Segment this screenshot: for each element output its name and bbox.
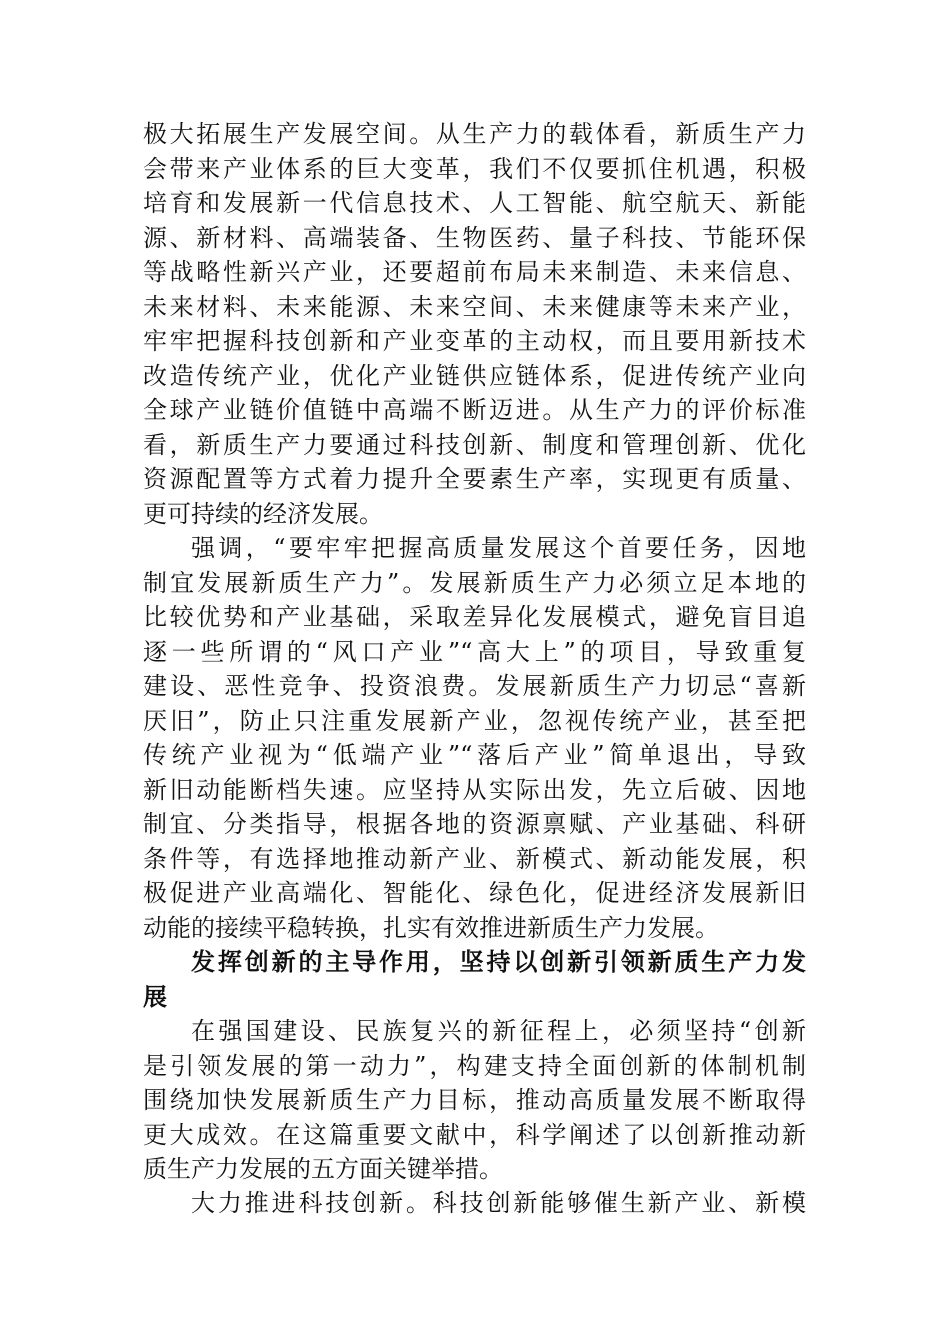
text-line: 牢牢把握科技创新和产业变革的主动权，而且要用新技术 [143,327,806,355]
text-line: 制宜发展新质生产力”。发展新质生产力必须立足本地的 [143,568,806,597]
text-line: 新旧动能断档失速。应坚持从实际出发，先立后破、因地 [143,775,806,804]
text-line: 看，新质生产力要通过科技创新、制度和管理创新、优化 [143,430,806,459]
text-line: 等战略性新兴产业，还要超前布局未来制造、未来信息、 [143,258,806,286]
text-line: 质生产力发展的五方面关键举措。 [143,1155,503,1183]
text-line: 厌旧”，防止只注重发展新产业，忽视传统产业，甚至把 [143,706,806,735]
heading-line: 展 [143,982,167,1011]
paragraph-innovation [143,1014,806,1187]
text-line: 更大成效。在这篇重要文献中，科学阐述了以创新推动新 [143,1120,806,1149]
text-line: 极大拓展生产发展空间。从生产力的载体看，新质生产力 [143,120,806,148]
text-line: 会带来产业体系的巨大变革，我们不仅要抓住机遇，积极 [143,154,806,183]
text-line: 强调，“要牢牢把握高质量发展这个首要任务，因地 [191,534,806,562]
text-line: 全球产业链价值链中高端不断迈进。从生产力的评价标准 [143,396,806,424]
text-line: 更可持续的经济发展。 [143,499,383,528]
text-line: 资源配置等方式着力提升全要素生产率，实现更有质量、 [143,465,806,493]
text-line: 改造传统产业，优化产业链供应链体系，促进传统产业向 [143,361,806,390]
text-line: 大力推进科技创新。科技创新能够催生新产业、新模 [191,1189,806,1217]
text-line: 培育和发展新一代信息技术、人工智能、航空航天、新能 [143,189,806,217]
text-line: 围绕加快发展新质生产力目标，推动高质量发展不断取得 [143,1086,806,1114]
text-line: 未来材料、未来能源、未来空间、未来健康等未来产业， [143,292,806,321]
paragraph-productivity-carrier [143,117,806,531]
text-line: 逐一些所谓的“风口产业”“高大上”的项目，导致重复 [143,637,806,666]
text-line: 条件等，有选择地推动新产业、新模式、新动能发展，积 [143,844,806,873]
text-line: 极促进产业高端化、智能化、绿色化，促进经济发展新旧 [143,879,806,907]
paragraph-local-conditions [143,531,806,945]
section-heading [143,945,806,1014]
text-line: 传统产业视为“低端产业”“落后产业”简单退出，导致 [143,741,806,769]
heading-line: 发挥创新的主导作用，坚持以创新引领新质生产力发 [191,948,806,976]
text-line: 建设、恶性竞争、投资浪费。发展新质生产力切忌“喜新 [143,672,806,700]
text-line: 源、新材料、高端装备、生物医药、量子科技、节能环保 [143,223,806,252]
text-line: 比较优势和产业基础，采取差异化发展模式，避免盲目追 [143,603,806,631]
text-line: 在强国建设、民族复兴的新征程上，必须坚持“创新 [191,1017,806,1045]
paragraph-tech-innovation [143,1186,806,1221]
text-line: 动能的接续平稳转换，扎实有效推进新质生产力发展。 [143,913,719,942]
text-line: 制宜、分类指导，根据各地的资源禀赋、产业基础、科研 [143,810,806,838]
text-line: 是引领发展的第一动力”，构建支持全面创新的体制机制 [143,1051,806,1080]
